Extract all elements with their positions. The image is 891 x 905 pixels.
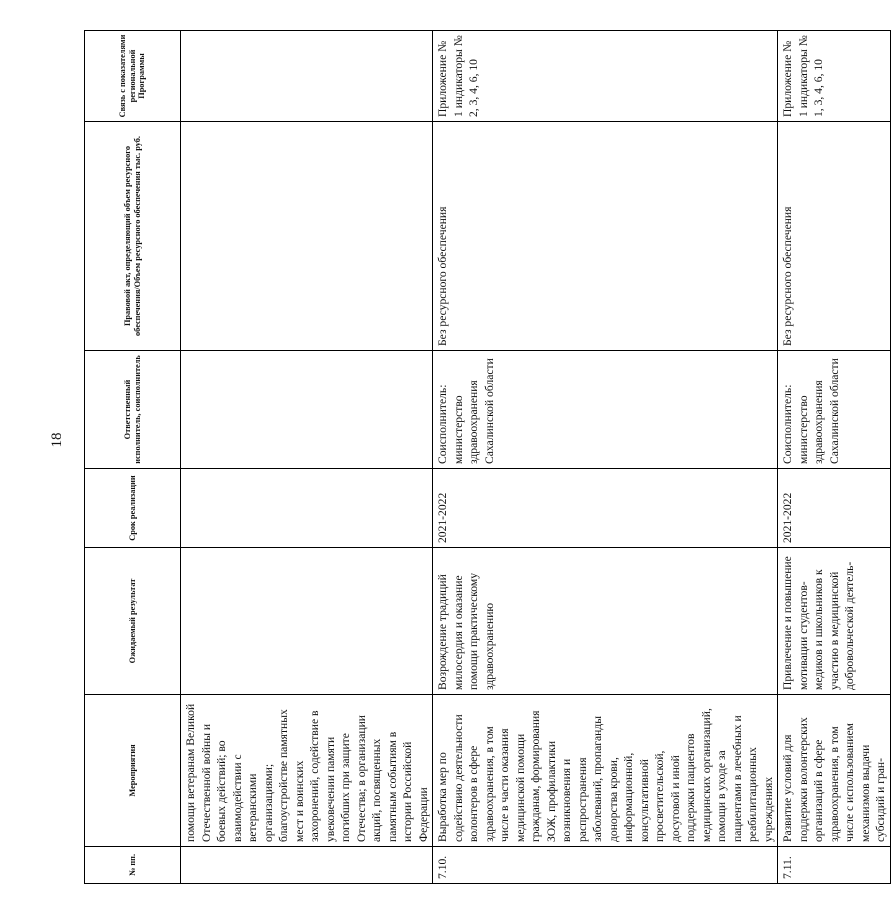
cell-activity: помощи ветеранам Великой Отечественной войны и боевых действий; во взаимодействии с ветеранскими организациями; благоустройстве памятных мест и воинских захоронений, содействие в увековечении памяти погибших при защите Отечества; в организации акций, посвященных памятным событиям в истории Российской Федерации — [181, 695, 433, 847]
table-row — [181, 31, 433, 884]
cell-num: 7.10. — [433, 847, 778, 884]
header-legal-act: Правовой акт, определяющий объем ресурсного обеспечения/Объем ресурсного обеспечения тыс. руб. — [85, 122, 181, 351]
header-term: Срок реализации — [85, 469, 181, 548]
cell-activity: Развитие условий для поддержки волонтерских организаций в сфере здравоохранения, в том числе с использованием механизмов выдачи субсидий и гран- — [778, 695, 891, 847]
cell-legal-act — [181, 122, 433, 351]
table-header-row — [85, 31, 181, 884]
cell-num — [181, 847, 433, 884]
cell-result — [181, 548, 433, 695]
cell-executor: Соисполнитель: министерство здравоохранения Сахалинской области — [778, 351, 891, 469]
cell-link: Приложение № 1 индикаторы № 1, 3, 4, 6, 10 — [778, 31, 891, 122]
cell-term: 2021-2022 — [433, 469, 778, 548]
cell-legal-act: Без ресурсного обеспечения — [433, 122, 778, 351]
cell-result: Привлечение и повышение мотивации студентов-медиков и школьников к участию в медицинской добровольческой деятель- — [778, 548, 891, 695]
activities-table — [84, 30, 891, 884]
rotated-table-page — [84, 31, 887, 884]
cell-result: Возрождение традиций милосердия и оказание помощи практическому здравоохранению — [433, 548, 778, 695]
cell-activity: Выработка мер по содействию деятельности волонтеров в сфере здравоохранения, в том числе в части оказания медицинской помощи гражданам, формирования ЗОЖ, профилактики возникновения и распространения заболеваний, пропаганды донорства крови, информационной, консультативной просветительской, досуговой и иной поддержки пациентов медицинских организаций, помощи в уходе за пациентами в лечебных и реабилитационных учреждениях — [433, 695, 778, 847]
cell-executor — [181, 351, 433, 469]
header-executor: Ответственный исполнитель, соисполнитель — [85, 351, 181, 469]
header-result: Ожидаемый результат — [85, 548, 181, 695]
cell-num: 7.11. — [778, 847, 891, 884]
page-number: 18 — [49, 432, 65, 448]
table-row — [433, 31, 778, 884]
header-activity: Мероприятия — [85, 695, 181, 847]
header-num: № пп. — [85, 847, 181, 884]
cell-executor: Соисполнитель: министерство здравоохранения Сахалинской области — [433, 351, 778, 469]
table-row — [778, 31, 891, 884]
header-link: Связь с показателями региональной Программы — [85, 31, 181, 122]
cell-term — [181, 469, 433, 548]
cell-link: Приложение № 1 индикаторы № 2, 3, 4, 6, 10 — [433, 31, 778, 122]
cell-term: 2021-2022 — [778, 469, 891, 548]
cell-link — [181, 31, 433, 122]
cell-legal-act: Без ресурсного обеспечения — [778, 122, 891, 351]
